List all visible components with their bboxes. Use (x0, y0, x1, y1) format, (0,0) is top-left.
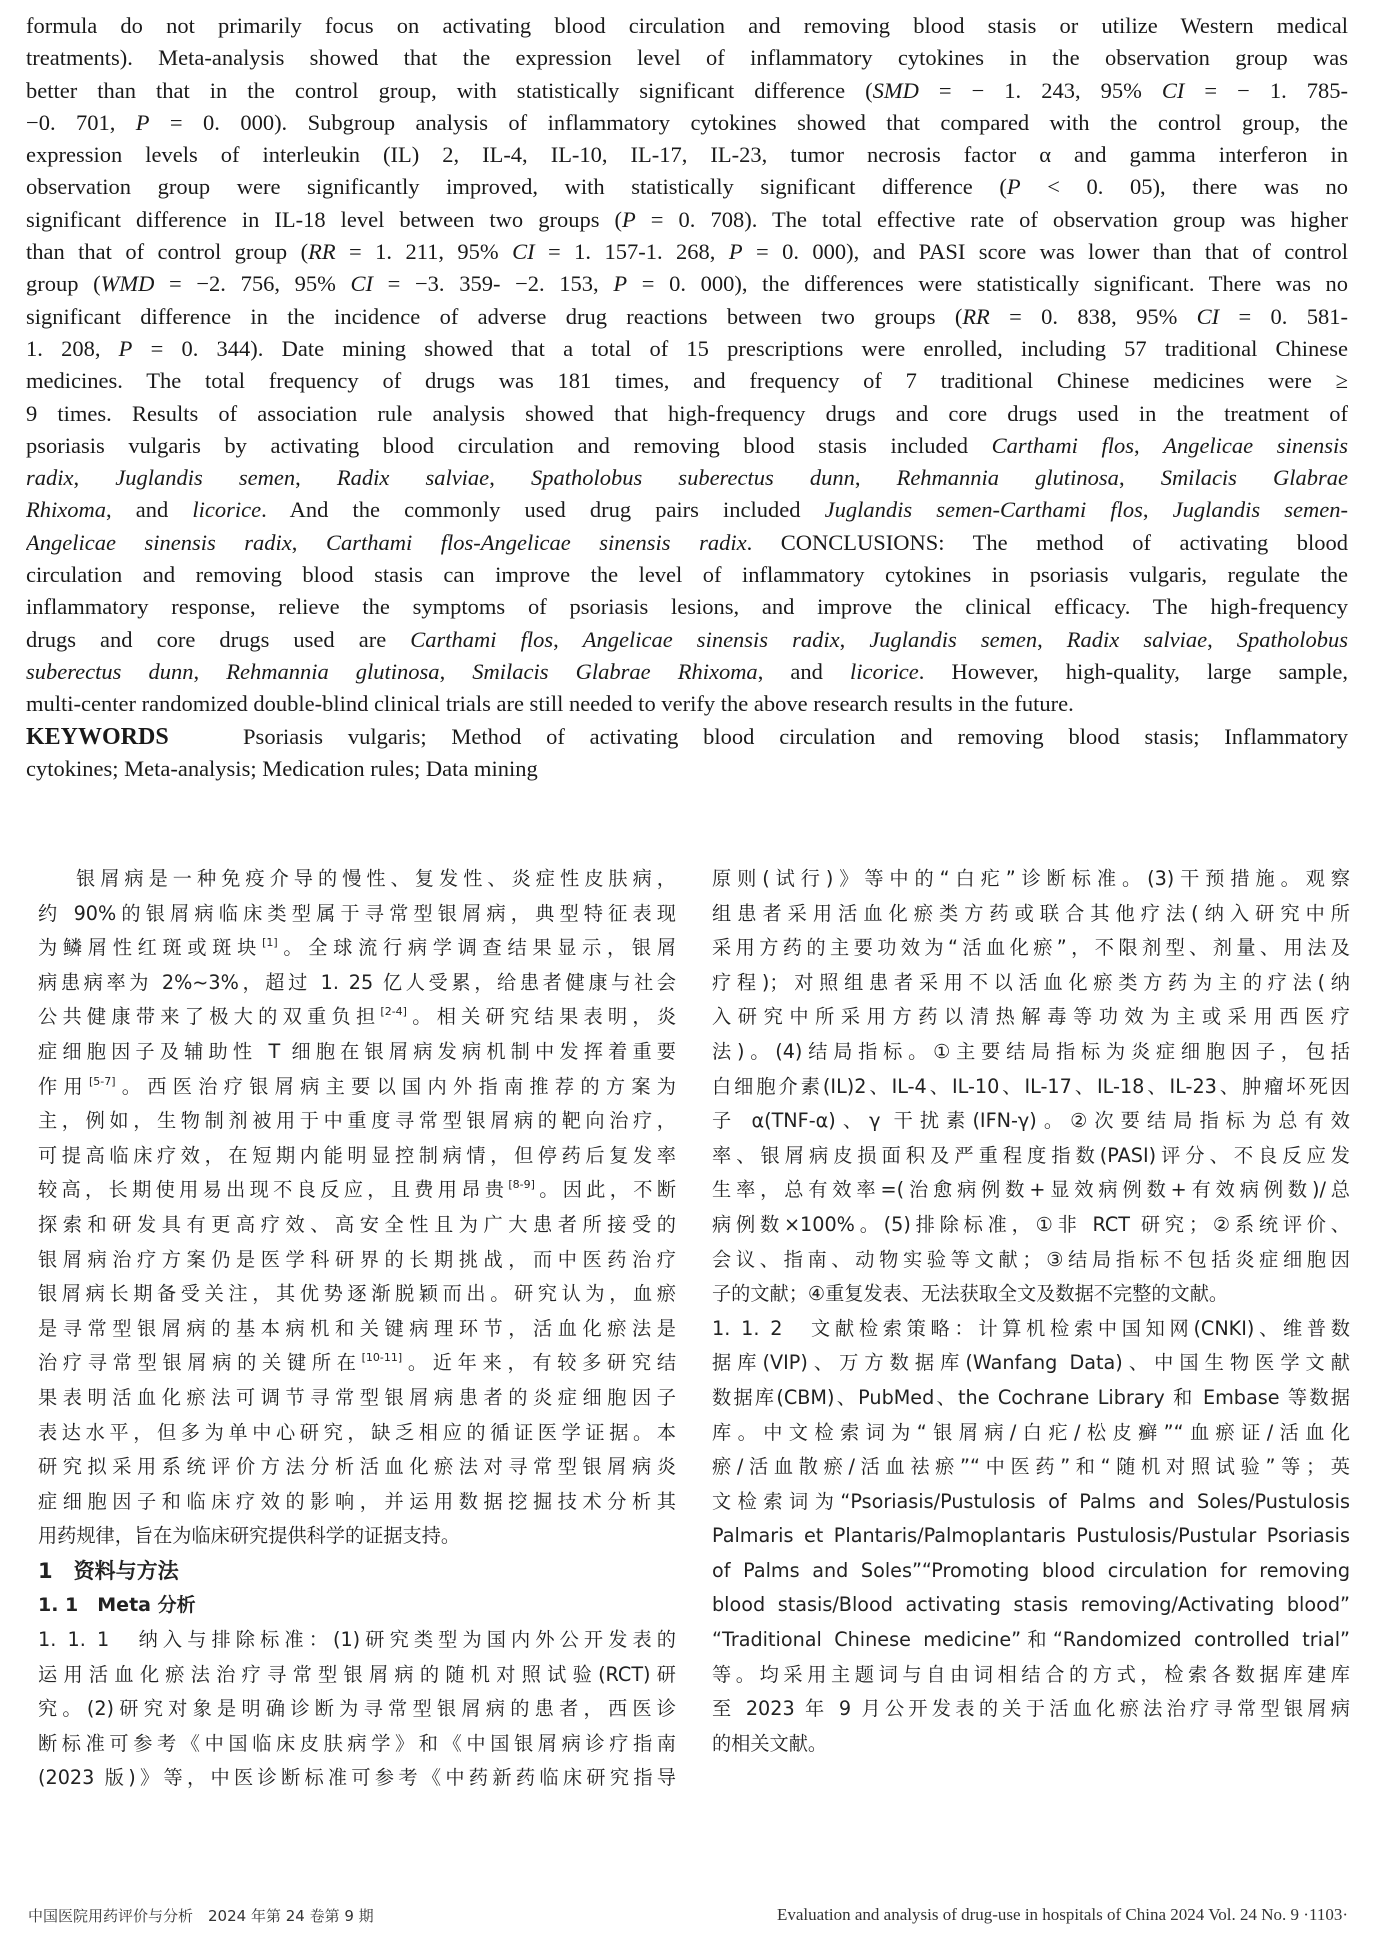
text-run: = 0. 000), and PASI score was lower than that of control (742, 239, 1348, 265)
keywords-text: Psoriasis vulgaris; Method of activating blood circulation and removing blood stasis; Inflammatory (243, 723, 1348, 749)
right-column-body (712, 862, 1350, 1761)
text-run: 研究拟采用系统评价方法分析活血化瘀法对寻常型银屑病炎 (38, 1455, 676, 1479)
citation-ref: [10-11] (361, 1351, 403, 1365)
body-line (38, 1173, 676, 1208)
italic-term: WMD (100, 271, 155, 297)
text-run: formula do not primarily focus on activating blood circulation and removing blood stasis or utilize Western medical (26, 13, 1348, 38)
italic-term: Rehmannia glutinosa (896, 465, 1119, 491)
body-line (712, 1139, 1350, 1174)
italic-term: Spatholobus (1236, 626, 1348, 652)
text-run: 子 α(TNF-α)、γ 干扰素(IFN-γ)。②次要结局指标为总有效 (712, 1109, 1350, 1133)
text-run: . However, high-quality, large sample, (918, 658, 1348, 684)
text-run: 运用活血化瘀法治疗寻常型银屑病的随机对照试验(RCT)研 (38, 1662, 676, 1686)
text-run: 银屑病长期备受关注，其优势逐渐脱颖而出。研究认为，血瘀 (38, 1282, 676, 1306)
body-line (712, 1554, 1350, 1589)
text-run: 治疗寻常型银屑病的关键所在 (38, 1351, 362, 1375)
italic-term: CI (350, 271, 373, 297)
text-run: 1. 1. 2 文献检索策略：计算机检索中国知网(CNKI)、维普数 (712, 1316, 1350, 1340)
section-heading (38, 1554, 676, 1589)
text-run: blood stasis/Blood activating stasis removing/Activating blood” (712, 1593, 1350, 1617)
body-line (712, 1485, 1350, 1520)
abstract-line (26, 301, 1348, 333)
italic-term: Juglandis semen-Carthami flos (824, 497, 1143, 523)
body-line (712, 1104, 1350, 1139)
text-run: , (553, 626, 583, 652)
text-run: , (193, 658, 227, 684)
text-run: inflammatory response, relieve the symptoms of psoriasis lesions, and improve the clinical efficacy. The high-frequency (26, 594, 1348, 620)
body-line (38, 1312, 676, 1347)
text-run: , (1142, 497, 1173, 523)
body-line (38, 1519, 676, 1554)
keywords-line-2 (26, 753, 1348, 785)
body-line (712, 1692, 1350, 1727)
italic-term: Smilacis Glabrae Rhixoma (472, 658, 758, 684)
text-run: < 0. 05), there was no (1020, 174, 1348, 200)
text-run: 作用 (38, 1074, 89, 1098)
journal-name-en-page-number: Evaluation and analysis of drug-use in hospitals of China 2024 Vol. 24 No. 9 ·1103· (776, 1905, 1348, 1924)
body-line (712, 1658, 1350, 1693)
text-run: better than that in the control group, with statistically significant difference ( (26, 77, 873, 103)
abstract-line (26, 236, 1348, 268)
italic-term: Juglandis semen (869, 626, 1038, 652)
text-run: 据库(VIP)、万方数据库(Wanfang Data)、中国生物医学文献 (712, 1351, 1350, 1375)
italic-term: P (1006, 174, 1021, 200)
body-line (38, 1070, 676, 1105)
text-run: , (295, 465, 337, 491)
body-line (38, 1623, 676, 1658)
italic-term: P (613, 271, 628, 297)
text-run: 疗程)；对照组患者采用不以活血化瘀类方药为主的疗法(纳 (712, 970, 1350, 994)
italic-term: Angelicae sinensis (1163, 432, 1348, 458)
text-run: 症细胞因子和临床疗效的影响，并运用数据挖掘技术分析其 (38, 1489, 676, 1513)
italic-term: Angelicae sinensis radix (582, 626, 840, 652)
page-footer (28, 1905, 1348, 1931)
text-run: circulation and removing blood stasis can improve the level of inflammatory cytokines in psoriasis vulgaris, regulate the (26, 562, 1348, 588)
citation-ref: [1] (262, 936, 278, 950)
body-line (38, 1139, 676, 1174)
text-run: observation group were significantly improved, with statistically significant difference ( (26, 174, 1007, 200)
italic-term: Carthami flos-Angelicae sinensis radix (325, 529, 747, 555)
text-run: 公共健康带来了极大的双重负担 (38, 1005, 381, 1029)
body-line (712, 966, 1350, 1001)
body-line (38, 1104, 676, 1139)
italic-term: CI (1196, 303, 1220, 329)
text-run: 较高，长期使用易出现不良反应，且费用昂贵 (38, 1178, 509, 1202)
body-line (712, 1208, 1350, 1243)
text-run: Palmaris et Plantaris/Palmoplantaris Pustulosis/Pustular Psoriasis (712, 1524, 1350, 1548)
body-line (712, 1450, 1350, 1485)
italic-term: Rehmannia glutinosa (226, 658, 440, 684)
abstract-line (26, 527, 1348, 559)
body-line (38, 966, 676, 1001)
body-line (38, 1381, 676, 1416)
italic-term: Carthami flos (410, 626, 554, 652)
italic-term: SMD (872, 77, 919, 103)
text-run: = 0. 000). Subgroup analysis of inflammatory cytokines showed that compared with the control group, the (149, 109, 1348, 135)
keywords-label: KEYWORDS (26, 723, 169, 750)
abstract-line (26, 10, 1348, 42)
abstract-line (26, 430, 1348, 462)
body-line (712, 931, 1350, 966)
text-run: 银屑病是一种免疫介导的慢性、复发性、炎症性皮肤病， (76, 867, 676, 890)
text-run: , (1207, 626, 1237, 652)
citation-ref: [2-4] (380, 1005, 407, 1019)
body-line (712, 1346, 1350, 1381)
italic-term: Radix salviae (1066, 626, 1208, 652)
body-line (712, 1035, 1350, 1070)
body-line (38, 1485, 676, 1520)
italic-term: Carthami flos (991, 432, 1134, 458)
text-run: 至 2023 年 9 月公开发表的关于活血化瘀法治疗寻常型银屑病 (712, 1697, 1350, 1721)
text-run: . And the commonly used drug pairs included (261, 497, 825, 523)
abstract-line (26, 171, 1348, 203)
text-run: expression levels of interleukin (IL) 2, IL-4, IL-10, IL-17, IL-23, tumor necrosis factor α and gamma interferon in (26, 142, 1348, 168)
text-run: 瘀/活血散瘀/活血祛瘀”“中医药”和“随机对照试验”等；英 (712, 1455, 1350, 1479)
section-heading (38, 1588, 676, 1623)
text-run: 生率，总有效率=(治愈病例数+显效病例数+有效病例数)/总 (712, 1178, 1350, 1202)
text-run: 银屑病治疗方案仍是医学科研界的长期挑战，而中医药治疗 (38, 1247, 676, 1271)
italic-term: licorice (192, 497, 262, 523)
body-line (38, 931, 676, 966)
body-line (712, 862, 1350, 897)
text-run: , (73, 465, 116, 491)
text-run: 1. 1. 1 纳入与排除标准：(1)研究类型为国内外公开发表的 (38, 1628, 676, 1652)
text-run: 1. 208, (26, 335, 119, 361)
text-run: , (439, 658, 473, 684)
abstract-line (26, 656, 1348, 688)
left-column-body (38, 862, 676, 1796)
text-run: 。西医治疗银屑病主要以国内外指南推荐的方案为 (115, 1074, 676, 1098)
text-run: = − 1. 785- (1184, 77, 1348, 103)
abstract-line (26, 398, 1348, 430)
body-line (712, 1519, 1350, 1554)
text-run: 会议、指南、动物实验等文献；③结局指标不包括炎症细胞因 (712, 1247, 1350, 1271)
text-run: 。相关研究结果表明，炎 (406, 1005, 676, 1029)
text-run: 入研究中所采用方药以清热解毒等功效为主或采用西医疗 (712, 1005, 1350, 1029)
italic-term: Juglandis semen (115, 465, 296, 491)
text-run: 组患者采用活血化瘀类方药或联合其他疗法(纳入研究中所 (712, 901, 1350, 925)
abstract-line (26, 139, 1348, 171)
body-line (38, 1658, 676, 1693)
italic-term: Smilacis Glabrae (1160, 465, 1348, 491)
text-run: 白细胞介素(IL)2、IL-4、IL-10、IL-17、IL-18、IL-23、肿瘤坏死因 (712, 1074, 1350, 1098)
abstract-line (26, 204, 1348, 236)
abstract-line (26, 268, 1348, 300)
citation-ref: [8-9] (508, 1178, 535, 1192)
text-run: 数据库(CBM)、PubMed、the Cochrane Library 和 Embase 等数据 (712, 1385, 1350, 1409)
abstract-line (26, 333, 1348, 365)
text-run: multi-center randomized double-blind clinical trials are still needed to verify the above research results in the future. (26, 691, 1074, 717)
text-run: of Palms and Soles”“Promoting blood circulation for removing (712, 1558, 1350, 1582)
keywords-text: cytokines; Meta-analysis; Medication rules; Data mining (26, 755, 538, 781)
text-run: drugs and core drugs used are (26, 626, 411, 652)
text-run: 率、银屑病皮损面积及严重程度指数(PASI)评分、不良反应发 (712, 1143, 1350, 1167)
text-run: 表达水平，但多为单中心研究，缺乏相应的循证医学证据。本 (38, 1420, 676, 1444)
text-run: = 0. 344). Date mining showed that a total of 15 prescriptions were enrolled, including 57 traditional Chinese (132, 335, 1348, 361)
abstract-line (26, 494, 1348, 526)
italic-term: P (118, 335, 133, 361)
text-run: 1. 1 Meta 分析 (38, 1594, 196, 1617)
text-run: = 0. 581- (1219, 303, 1348, 329)
text-run: = 0. 000), the differences were statistically significant. There was no (627, 271, 1348, 297)
abstract-line (26, 42, 1348, 74)
text-run: 原则(试行)》等中的“白疕”诊断标准。(3)干预措施。观察 (712, 867, 1350, 890)
text-run: . CONCLUSIONS: The method of activating blood (746, 529, 1348, 555)
abstract-line (26, 624, 1348, 656)
italic-term: P (728, 239, 743, 265)
text-run: 用药规律，旨在为临床研究提供科学的证据支持。 (38, 1524, 461, 1548)
italic-term: Angelicae sinensis radix (26, 529, 292, 555)
italic-term: CI (512, 239, 535, 265)
body-line (38, 862, 676, 897)
text-run: , (489, 465, 531, 491)
citation-ref: [5-7] (88, 1074, 116, 1088)
body-line (712, 1381, 1350, 1416)
text-run: (2023 版)》等，中医诊断标准可参考《中药新药临床研究指导 (38, 1766, 676, 1790)
body-line (712, 1623, 1350, 1658)
italic-term: Rhixoma (26, 497, 106, 523)
text-run: 断标准可参考《中国临床皮肤病学》和《中国银屑病诊疗指南 (38, 1731, 676, 1755)
text-run: 为鳞屑性红斑或斑块 (38, 936, 263, 960)
body-line (38, 1692, 676, 1727)
english-abstract (26, 10, 1348, 785)
body-line (38, 1000, 676, 1035)
text-run: , and (105, 497, 193, 523)
abstract-line (26, 591, 1348, 623)
text-run: 约 90%的银屑病临床类型属于寻常型银屑病，典型特征表现 (38, 901, 676, 925)
body-line (712, 1243, 1350, 1278)
text-run: , (839, 626, 870, 652)
body-line (38, 1450, 676, 1485)
text-run: 子的文献；④重复发表、无法获取全文及数据不完整的文献。 (712, 1282, 1229, 1306)
text-run: , (1118, 465, 1161, 491)
text-run: 是寻常型银屑病的基本病机和关键病理环节，活血化瘀法是 (38, 1316, 676, 1340)
text-run: group ( (26, 271, 101, 297)
body-line (38, 1208, 676, 1243)
text-run: , (1037, 626, 1067, 652)
italic-term: Spatholobus suberectus dunn (530, 465, 855, 491)
text-run: , (291, 529, 326, 555)
text-run: 等。均采用主题词与自由词相结合的方式，检索各数据库建库 (712, 1662, 1350, 1686)
text-run: 。近年来，有较多研究结 (402, 1351, 676, 1375)
body-line (712, 897, 1350, 932)
journal-name-cn: 中国医院用药评价与分析 2024 年第 24 卷第 9 期 (28, 1907, 374, 1925)
text-run: , and (757, 658, 850, 684)
body-line (712, 1000, 1350, 1035)
text-run: 9 times. Results of association rule analysis showed that high-frequency drugs and core drugs used in the treatment of (26, 400, 1348, 426)
text-run: psoriasis vulgaris by activating blood circulation and removing blood stasis included (26, 432, 992, 458)
body-line (38, 1416, 676, 1451)
italic-term: P (135, 109, 150, 135)
text-run: than that of control group ( (26, 239, 309, 265)
abstract-line (26, 75, 1348, 107)
body-line (38, 1243, 676, 1278)
italic-term: suberectus dunn (26, 658, 194, 684)
body-line (712, 1727, 1350, 1762)
text-run: 可提高临床疗效，在短期内能明显控制病情，但停药后复发率 (38, 1143, 676, 1167)
italic-term: RR (962, 303, 990, 329)
text-run: significant difference in the incidence of adverse drug reactions between two groups ( (26, 303, 963, 329)
italic-term: RR (308, 239, 336, 265)
text-run: 的相关文献。 (712, 1731, 828, 1755)
text-run: 病例数×100%。(5)排除标准，①非 RCT 研究；②系统评价、 (712, 1212, 1350, 1236)
body-line (712, 1416, 1350, 1451)
text-run: = −2. 756, 95% (154, 271, 351, 297)
text-run: = 0. 708). The total effective rate of observation group was higher (635, 206, 1348, 232)
text-run: 文检索词为“Psoriasis/Pustulosis of Palms and Soles/Pustulosis (712, 1489, 1350, 1513)
keywords-line-1 (26, 721, 1348, 753)
text-run: 。全球流行病学调查结果显示，银屑 (277, 936, 676, 960)
text-run: 究。(2)研究对象是明确诊断为寻常型银屑病的患者，西医诊 (38, 1697, 676, 1721)
text-run: medicines. The total frequency of drugs was 181 times, and frequency of 7 traditional Chinese medicines were ≥ (26, 368, 1348, 394)
text-run: = −3. 359- −2. 153, (373, 271, 614, 297)
body-line (38, 1346, 676, 1381)
text-run: “Traditional Chinese medicine”和“Randomized controlled trial” (712, 1628, 1350, 1652)
italic-term: Radix salviae (336, 465, 490, 491)
italic-term: CI (1161, 77, 1185, 103)
text-run: 主，例如，生物制剂被用于中重度寻常型银屑病的靶向治疗， (38, 1109, 676, 1133)
text-run: 症细胞因子及辅助性 T 细胞在银屑病发病机制中发挥着重要 (38, 1039, 676, 1063)
body-line (712, 1588, 1350, 1623)
text-run: = 1. 157-1. 268, (534, 239, 729, 265)
text-run: 1 资料与方法 (38, 1558, 179, 1583)
body-line (38, 897, 676, 932)
text-run: , (854, 465, 897, 491)
body-line (38, 1035, 676, 1070)
abstract-line (26, 107, 1348, 139)
text-run: 果表明活血化瘀法可调节寻常型银屑病患者的炎症细胞因子 (38, 1385, 676, 1409)
text-run: 探索和研发具有更高疗效、高安全性且为广大患者所接受的 (38, 1212, 676, 1236)
abstract-line (26, 559, 1348, 591)
text-run: 采用方药的主要功效为“活血化瘀”，不限剂型、剂量、用法及 (712, 936, 1350, 960)
abstract-line (26, 365, 1348, 397)
text-run: treatments). Meta-analysis showed that the expression level of inflammatory cytokines in the observation group was (26, 45, 1348, 71)
body-line (712, 1277, 1350, 1312)
body-line (38, 1761, 676, 1796)
text-run: 法)。(4)结局指标。①主要结局指标为炎症细胞因子，包括 (712, 1039, 1350, 1063)
body-line (38, 1727, 676, 1762)
italic-term: P (622, 206, 636, 232)
text-run: = − 1. 243, 95% (918, 77, 1162, 103)
text-run: 病患病率为 2%~3%，超过 1. 25 亿人受累，给患者健康与社会 (38, 970, 676, 994)
italic-term: Juglandis semen- (1172, 497, 1348, 523)
text-run: −0. 701, (26, 109, 136, 135)
italic-term: licorice (850, 658, 919, 684)
abstract-line (26, 462, 1348, 494)
text-run: = 1. 211, 95% (335, 239, 513, 265)
body-line (712, 1312, 1350, 1347)
text-run: 。因此，不断 (534, 1178, 676, 1202)
text-run: 库。中文检索词为“银屑病/白疕/松皮癣”“血瘀证/活血化 (712, 1420, 1350, 1444)
body-line (712, 1173, 1350, 1208)
abstract-body (26, 10, 1348, 721)
body-line (38, 1277, 676, 1312)
text-run: , (1133, 432, 1164, 458)
text-run: = 0. 838, 95% (989, 303, 1197, 329)
italic-term: radix (26, 465, 74, 491)
body-line (712, 1070, 1350, 1105)
abstract-line (26, 688, 1348, 720)
text-run: significant difference in IL-18 level between two groups ( (26, 206, 623, 232)
